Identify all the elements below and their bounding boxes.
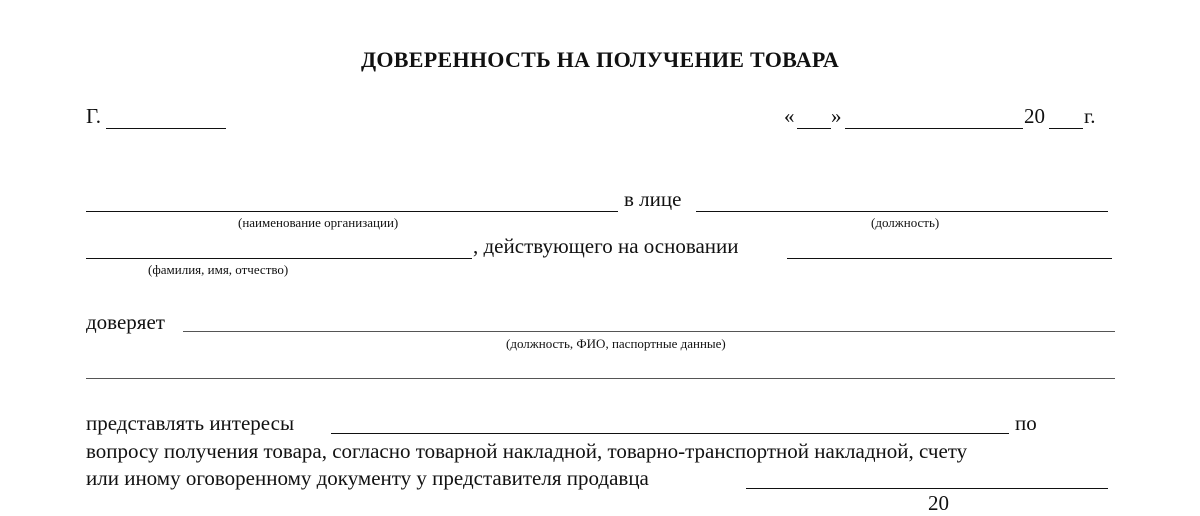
represent-party-field[interactable] bbox=[331, 433, 1009, 434]
body-line1-end: по bbox=[1015, 411, 1037, 435]
full-name-field[interactable] bbox=[86, 258, 472, 259]
trustee-field[interactable] bbox=[183, 331, 1115, 332]
represent-interests-text: представлять интересы bbox=[86, 411, 295, 435]
position-field[interactable] bbox=[696, 211, 1108, 212]
organization-field[interactable] bbox=[86, 211, 618, 212]
full-name-caption: (фамилия, имя, отчество) bbox=[148, 262, 289, 277]
date-month-field[interactable] bbox=[845, 128, 1023, 129]
basis-field[interactable] bbox=[787, 258, 1112, 259]
date-open-quote: « bbox=[784, 104, 795, 128]
position-caption: (должность) bbox=[871, 215, 940, 230]
organization-caption: (наименование организации) bbox=[238, 215, 399, 230]
date-close-quote: » bbox=[831, 104, 842, 128]
date-day-field[interactable] bbox=[797, 128, 831, 129]
body-line4-partial: 20 bbox=[928, 491, 949, 515]
trustee-caption: (должность, ФИО, паспортные данные) bbox=[506, 336, 726, 351]
in-person-text: в лице bbox=[624, 187, 682, 211]
body-line3: или иному оговоренному документу у представителя продавца bbox=[86, 466, 649, 490]
city-label: Г. bbox=[86, 104, 102, 128]
date-year-prefix: 20 bbox=[1024, 104, 1045, 128]
trustee-field-continuation[interactable] bbox=[86, 378, 1115, 379]
document-title: ДОВЕРЕННОСТЬ НА ПОЛУЧЕНИЕ ТОВАРА bbox=[360, 47, 840, 72]
date-year-field[interactable] bbox=[1049, 128, 1083, 129]
body-line2: вопросу получения товара, согласно товарной накладной, товарно-транспортной накладной, счету bbox=[86, 439, 968, 463]
trusts-label: доверяет bbox=[86, 310, 165, 334]
city-field[interactable] bbox=[106, 128, 226, 129]
date-year-suffix: г. bbox=[1084, 104, 1096, 128]
acting-basis-text: , действующего на основании bbox=[473, 234, 739, 258]
seller-representative-field[interactable] bbox=[746, 488, 1108, 489]
